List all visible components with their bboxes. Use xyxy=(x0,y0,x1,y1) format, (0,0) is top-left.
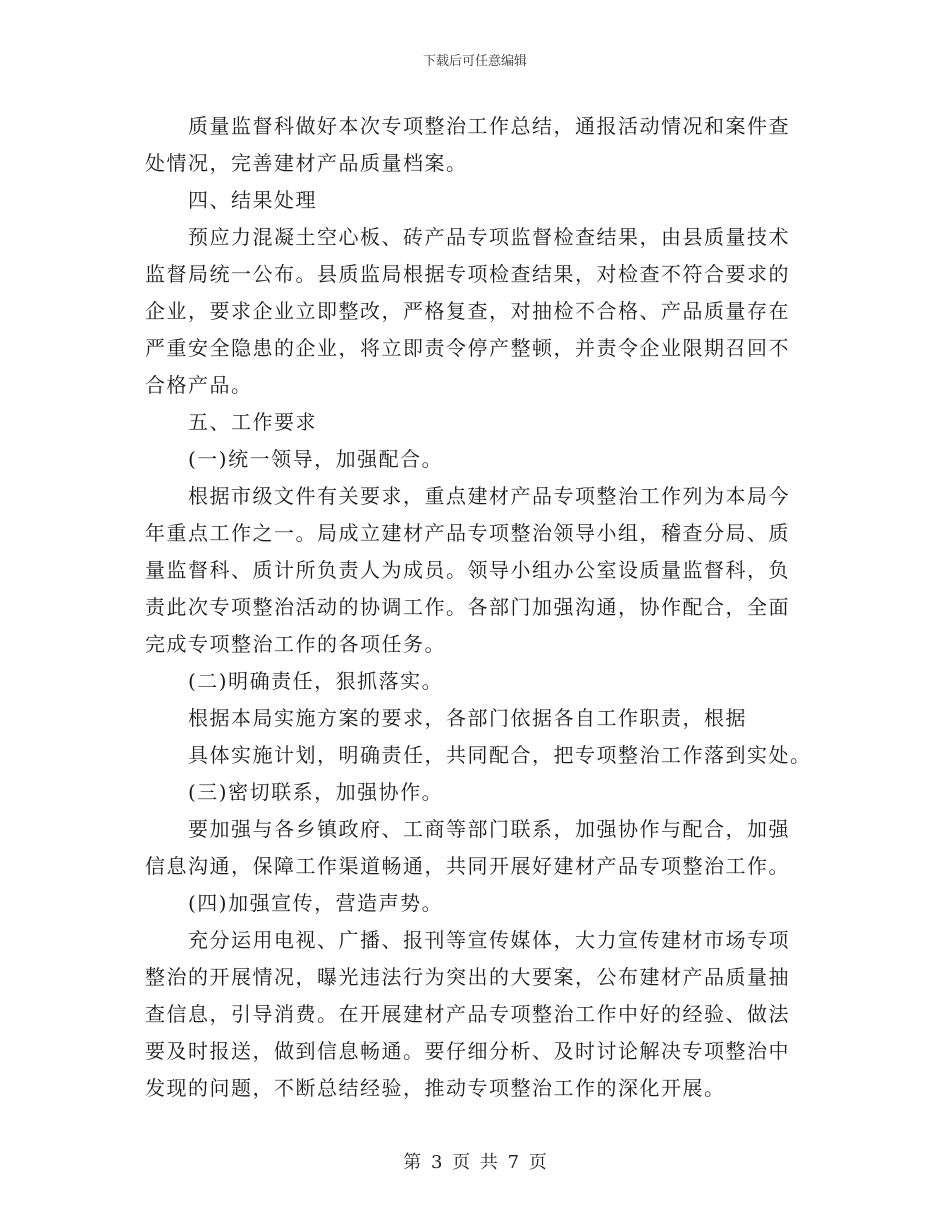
paragraph-line: 年重点工作之一。局成立建材产品专项整治领导小组，稽查分局、质 xyxy=(145,521,790,545)
page-number: 第 3 页 共 7 页 xyxy=(403,1152,547,1173)
document-body xyxy=(145,108,810,1107)
paragraph-line: 质量监督科做好本次专项整治工作总结，通报活动情况和案件查 xyxy=(188,114,790,138)
paragraph-line: 信息沟通，保障工作渠道畅通，共同开展好建材产品专项整治工作。 xyxy=(145,854,790,878)
paragraph-line: 责此次专项整治活动的协调工作。各部门加强沟通，协作配合，全面 xyxy=(145,595,790,619)
paragraph-line: 要加强与各乡镇政府、工商等部门联系，加强协作与配合，加强 xyxy=(188,817,790,841)
paragraph-line: 具体实施计划，明确责任，共同配合，把专项整治工作落到实处。 xyxy=(188,743,812,767)
paragraph-line: 合格产品。 xyxy=(145,373,253,397)
paragraph-line: 要及时报送，做到信息畅通。要仔细分析、及时讨论解决专项整治中 xyxy=(145,1039,790,1063)
paragraph-line: 整治的开展情况，曝光违法行为突出的大要案，公布建材产品质量抽 xyxy=(145,965,790,989)
paragraph-line: 严重安全隐患的企业，将立即责令停产整顿，并责令企业限期召回不 xyxy=(145,336,790,360)
section-heading: 五、工作要求 xyxy=(188,410,317,434)
paragraph-line: 监督局统一公布。县质监局根据专项检查结果，对检查不符合要求的 xyxy=(145,262,790,286)
subsection-heading: (一)统一领导，加强配合。 xyxy=(188,447,444,471)
paragraph-line: 查信息，引导消费。在开展建材产品专项整治工作中好的经验、做法 xyxy=(145,1002,790,1026)
paragraph-line: 根据市级文件有关要求，重点建材产品专项整治工作列为本局今 xyxy=(188,484,790,508)
page-header: 下载后可任意编辑 xyxy=(422,54,527,69)
paragraph-line: 处情况，完善建材产品质量档案。 xyxy=(145,151,468,175)
paragraph-line: 预应力混凝土空心板、砖产品专项监督检查结果，由县质量技术 xyxy=(188,225,790,249)
paragraph-line: 充分运用电视、广播、报刊等宣传媒体，大力宣传建材市场专项 xyxy=(188,928,790,952)
paragraph-line: 量监督科、质计所负责人为成员。领导小组办公室设质量监督科，负 xyxy=(145,558,790,582)
paragraph-line: 根据本局实施方案的要求，各部门依据各自工作职责，根据 xyxy=(188,706,747,730)
paragraph-line: 企业，要求企业立即整改，严格复查，对抽检不合格、产品质量存在 xyxy=(145,299,790,323)
paragraph-line: 发现的问题，不断总结经验，推动专项整治工作的深化开展。 xyxy=(145,1076,726,1100)
subsection-heading: (二)明确责任，狠抓落实。 xyxy=(188,669,444,693)
subsection-heading: (四)加强宣传，营造声势。 xyxy=(188,891,444,915)
section-heading: 四、结果处理 xyxy=(188,188,317,212)
paragraph-line: 完成专项整治工作的各项任务。 xyxy=(145,632,446,656)
subsection-heading: (三)密切联系，加强协作。 xyxy=(188,780,444,804)
